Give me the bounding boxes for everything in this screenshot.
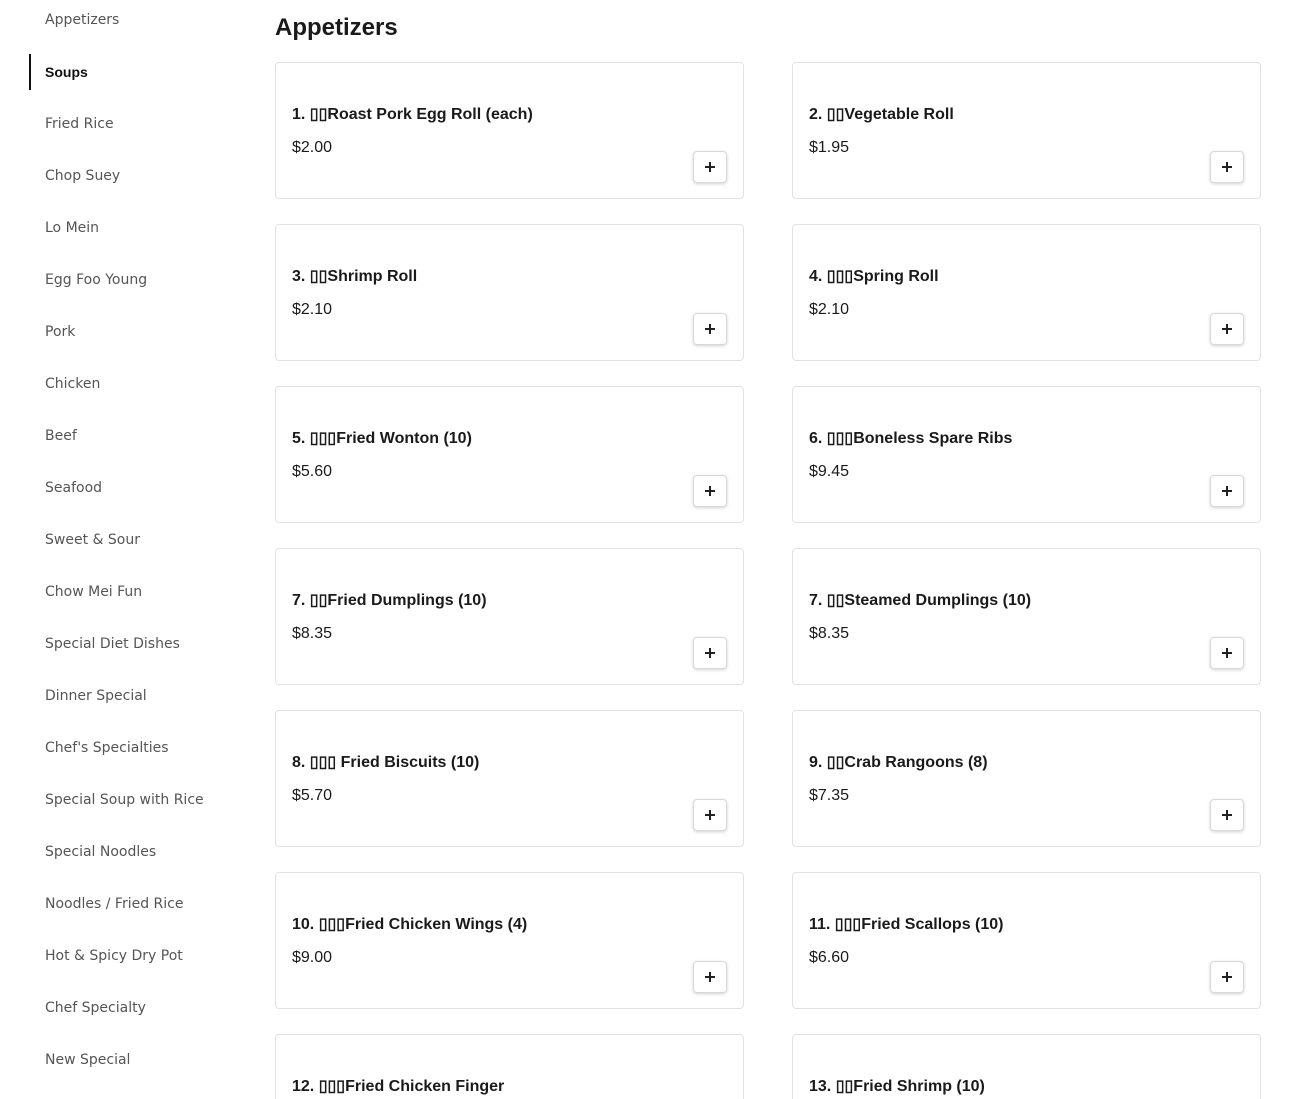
- category-list: [0, 2, 204, 1094]
- add-to-cart-button[interactable]: [693, 961, 727, 993]
- menu-item-price: $1.95: [809, 139, 850, 156]
- menu-item-name: 8. ▯▯▯ Fried Biscuits (10): [292, 754, 480, 771]
- sidebar-item-chop-suey[interactable]: Chop Suey: [45, 168, 121, 184]
- sidebar-item-special-noodles[interactable]: Special Noodles: [45, 844, 157, 860]
- menu-item-name: 7. ▯▯Steamed Dumplings (10): [809, 592, 1032, 609]
- menu-item-card[interactable]: [275, 872, 744, 1009]
- menu-item-grid: [275, 62, 1261, 1099]
- plus-icon: [1222, 162, 1232, 172]
- sidebar-item-special-diet-dishes[interactable]: Special Diet Dishes: [45, 636, 180, 652]
- menu-item-name: 4. ▯▯▯Spring Roll: [809, 268, 939, 285]
- menu-item-card[interactable]: [792, 872, 1261, 1009]
- menu-item-card[interactable]: [792, 62, 1261, 199]
- menu-item-card[interactable]: [275, 710, 744, 847]
- menu-item-name: 2. ▯▯Vegetable Roll: [809, 106, 954, 123]
- add-to-cart-button[interactable]: [1210, 961, 1244, 993]
- section-title: Appetizers: [275, 14, 398, 41]
- menu-item-name: 1. ▯▯Roast Pork Egg Roll (each): [292, 106, 533, 123]
- sidebar-item-chicken[interactable]: Chicken: [45, 376, 101, 392]
- plus-icon: [1222, 972, 1232, 982]
- add-to-cart-button[interactable]: [1210, 313, 1244, 345]
- add-to-cart-button[interactable]: [693, 637, 727, 669]
- sidebar-item-hot-spicy-dry-pot[interactable]: Hot & Spicy Dry Pot: [45, 948, 183, 964]
- menu-item-card[interactable]: [792, 1034, 1261, 1099]
- menu-item-price: $6.60: [809, 949, 850, 966]
- menu-item-price: $8.35: [809, 625, 850, 642]
- add-to-cart-button[interactable]: [693, 313, 727, 345]
- menu-item-card[interactable]: [792, 710, 1261, 847]
- sidebar-item-lo-mein[interactable]: Lo Mein: [45, 220, 100, 236]
- plus-icon: [705, 810, 715, 820]
- sidebar-item-fried-rice[interactable]: Fried Rice: [45, 116, 114, 132]
- plus-icon: [705, 648, 715, 658]
- menu-item-name: 7. ▯▯Fried Dumplings (10): [292, 592, 487, 609]
- menu-item-name: 5. ▯▯▯Fried Wonton (10): [292, 430, 472, 447]
- menu-item-name: 12. ▯▯▯Fried Chicken Finger: [292, 1078, 505, 1095]
- sidebar-item-soups[interactable]: Soups: [0, 54, 204, 90]
- menu-item-price: $5.70: [292, 787, 333, 804]
- add-to-cart-button[interactable]: [693, 151, 727, 183]
- plus-icon: [705, 162, 715, 172]
- menu-item-price: $8.35: [292, 625, 333, 642]
- menu-item-name: 11. ▯▯▯Fried Scallops (10): [809, 916, 1004, 933]
- menu-item-name: 10. ▯▯▯Fried Chicken Wings (4): [292, 916, 528, 933]
- plus-icon: [1222, 486, 1232, 496]
- plus-icon: [705, 324, 715, 334]
- menu-item-card[interactable]: [275, 62, 744, 199]
- plus-icon: [1222, 648, 1232, 658]
- menu-item-name: 3. ▯▯Shrimp Roll: [292, 268, 418, 285]
- sidebar-item-noodles-fried-rice[interactable]: Noodles / Fried Rice: [45, 896, 184, 912]
- menu-item-card[interactable]: [275, 548, 744, 685]
- sidebar-item-new-special[interactable]: New Special: [45, 1052, 131, 1068]
- sidebar-item-chef-specialty[interactable]: Chef Specialty: [45, 1000, 146, 1016]
- menu-item-price: $9.45: [809, 463, 850, 480]
- add-to-cart-button[interactable]: [1210, 475, 1244, 507]
- menu-item-name: 6. ▯▯▯Boneless Spare Ribs: [809, 430, 1013, 447]
- plus-icon: [1222, 324, 1232, 334]
- sidebar-item-beef[interactable]: Beef: [45, 428, 77, 444]
- menu-item-card[interactable]: [275, 224, 744, 361]
- menu-item-price: $7.35: [809, 787, 850, 804]
- menu-item-price: $2.00: [292, 139, 333, 156]
- sidebar-item-appetizers[interactable]: Appetizers: [45, 12, 120, 28]
- sidebar-item-egg-foo-young[interactable]: Egg Foo Young: [45, 272, 148, 288]
- plus-icon: [705, 972, 715, 982]
- add-to-cart-button[interactable]: [1210, 637, 1244, 669]
- plus-icon: [705, 486, 715, 496]
- sidebar-item-pork[interactable]: Pork: [45, 324, 76, 340]
- sidebar-item-chef-s-specialties[interactable]: Chef's Specialties: [45, 740, 169, 756]
- menu-item-name: 9. ▯▯Crab Rangoons (8): [809, 754, 988, 771]
- sidebar-item-special-soup-with-rice[interactable]: Special Soup with Rice: [45, 792, 204, 808]
- plus-icon: [1222, 810, 1232, 820]
- add-to-cart-button[interactable]: [693, 475, 727, 507]
- menu-item-price: $9.00: [292, 949, 333, 966]
- menu-item-price: $5.60: [292, 463, 333, 480]
- menu-item-card[interactable]: [275, 1034, 744, 1099]
- add-to-cart-button[interactable]: [1210, 799, 1244, 831]
- menu-item-price: $2.10: [292, 301, 333, 318]
- add-to-cart-button[interactable]: [693, 799, 727, 831]
- sidebar-item-chow-mei-fun[interactable]: Chow Mei Fun: [45, 584, 143, 600]
- menu-item-card[interactable]: [792, 224, 1261, 361]
- menu-item-price: $2.10: [809, 301, 850, 318]
- sidebar-item-sweet-sour[interactable]: Sweet & Sour: [45, 532, 140, 548]
- add-to-cart-button[interactable]: [1210, 151, 1244, 183]
- menu-item-card[interactable]: [792, 386, 1261, 523]
- sidebar-item-seafood[interactable]: Seafood: [45, 480, 103, 496]
- sidebar-item-dinner-special[interactable]: Dinner Special: [45, 688, 147, 704]
- menu-item-card[interactable]: [792, 548, 1261, 685]
- menu-item-card[interactable]: [275, 386, 744, 523]
- menu-item-name: 13. ▯▯Fried Shrimp (10): [809, 1078, 985, 1095]
